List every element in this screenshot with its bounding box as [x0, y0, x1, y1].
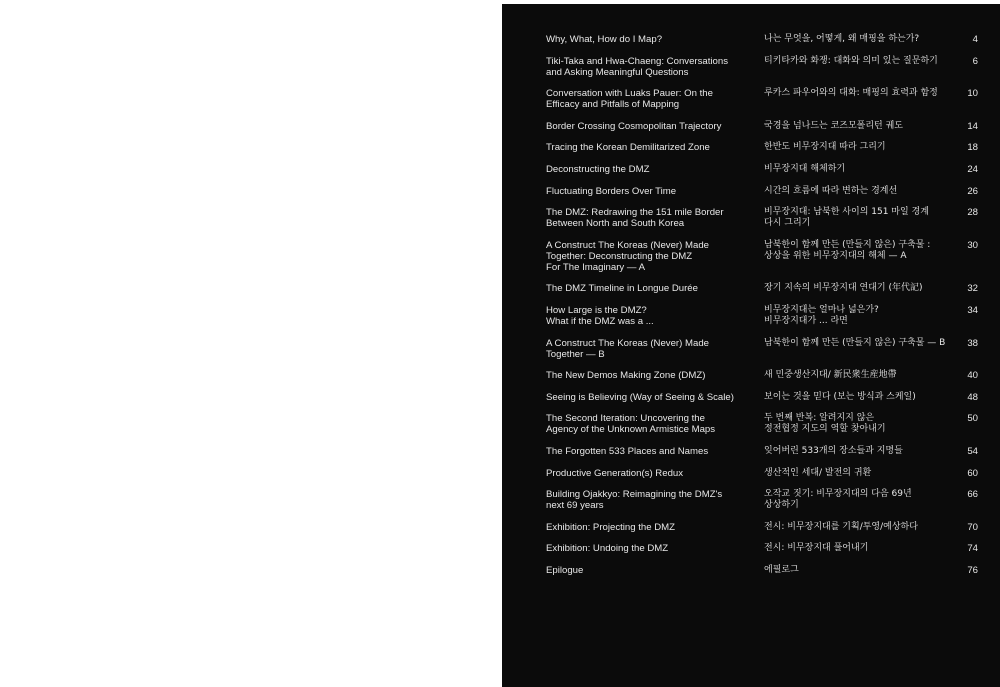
toc-entry [546, 56, 978, 78]
toc-page-number: 38 [967, 337, 978, 349]
toc-title-english: The DMZ Timeline in Longue Durée [546, 283, 698, 295]
toc-page-number: 60 [967, 467, 978, 479]
toc-page-number: 6 [972, 55, 978, 67]
toc-title-korean: 장기 지속의 비무장지대 연대기 (年代記) [764, 283, 923, 294]
contents-page [502, 4, 1000, 687]
toc-page-number: 48 [967, 391, 978, 403]
toc-entry [546, 522, 978, 533]
toc-title-english: Fluctuating Borders Over Time [546, 185, 677, 197]
toc-title-english: A Construct The Koreas (Never) Made Together: Deconstructing the DMZ For The Imaginary — A [546, 239, 709, 273]
toc-entry [546, 186, 978, 197]
toc-title-korean: 시간의 흐름에 따라 변하는 경계선 [764, 185, 898, 196]
toc-title-korean: 나는 무엇을, 어떻게, 왜 매핑을 하는가? [764, 34, 920, 44]
toc-title-english: Building Ojakkyo: Reimagining the DMZ's next 69 years [546, 489, 723, 512]
toc-entry [546, 338, 978, 360]
toc-entry [546, 240, 978, 273]
toc-page-number: 26 [967, 185, 978, 197]
toc-title-korean: 보이는 것을 믿다 (보는 방식과 스케일) [764, 391, 916, 402]
toc-title-korean: 남북한이 함께 만든 (만들지 않은) 구축물 : 상상을 위한 비무장지대의 해체 — A [764, 239, 931, 261]
toc-page-number: 10 [967, 88, 978, 100]
toc-entry [546, 305, 978, 327]
toc-title-korean: 티키타카와 화쟁: 대화와 의미 있는 질문하기 [764, 55, 938, 66]
toc-title-korean: 전시: 비무장지대 풀어내기 [764, 543, 869, 554]
toc-page-number: 34 [967, 304, 978, 316]
toc-title-korean: 생산적인 세대/ 발전의 귀환 [764, 467, 872, 478]
toc-entry [546, 489, 978, 511]
toc-page-number: 40 [967, 370, 978, 382]
toc-title-english: Seeing is Believing (Way of Seeing & Scale) [546, 391, 734, 403]
toc-title-english: The Forgotten 533 Places and Names [546, 445, 709, 457]
toc-entry [546, 565, 978, 576]
toc-title-korean: 국경을 넘나드는 코즈모폴리턴 궤도 [764, 120, 903, 131]
toc-page-number: 50 [967, 413, 978, 425]
toc-title-korean: 전시: 비무장지대를 기획/투영/예상하다 [764, 521, 918, 532]
toc-entry [546, 88, 978, 110]
toc-page-number: 4 [972, 34, 978, 45]
toc-title-english: Exhibition: Undoing the DMZ [546, 543, 669, 555]
table-of-contents [546, 34, 978, 586]
toc-entry [546, 543, 978, 554]
toc-title-korean: 에필로그 [764, 564, 799, 575]
toc-page-number: 30 [967, 239, 978, 251]
toc-title-english: The Second Iteration: Uncovering the Agency of the Unknown Armistice Maps [546, 413, 716, 436]
toc-title-english: Tracing the Korean Demilitarized Zone [546, 142, 710, 154]
toc-title-korean: 오작교 짓기: 비무장지대의 다음 69년 상상하기 [764, 489, 912, 511]
toc-entry [546, 392, 978, 403]
toc-page-number: 32 [967, 283, 978, 295]
toc-entry [546, 370, 978, 381]
toc-title-korean: 두 번째 반복: 알려지지 않은 정전협정 지도의 역할 찾아내기 [764, 413, 886, 435]
toc-entry [546, 283, 978, 294]
toc-page-number: 54 [967, 445, 978, 457]
toc-page-number: 18 [967, 142, 978, 154]
toc-page-number: 70 [967, 521, 978, 533]
toc-title-english: Exhibition: Projecting the DMZ [546, 521, 676, 533]
toc-page-number: 76 [967, 564, 978, 576]
toc-entry [546, 121, 978, 132]
toc-title-korean: 잊어버린 533개의 장소들과 지명들 [764, 445, 903, 456]
toc-title-english: A Construct The Koreas (Never) Made Together — B [546, 337, 709, 360]
toc-title-korean: 비무장지대는 얼마나 넓은가? 비무장지대가 ... 라면 [764, 304, 879, 326]
toc-title-korean: 남북한이 함께 만든 (만들지 않은) 구축물 — B [764, 337, 946, 348]
toc-page-number: 66 [967, 489, 978, 501]
toc-title-korean: 비무장지대: 남북한 사이의 151 마일 경계 다시 그리기 [764, 207, 929, 229]
toc-entry [546, 413, 978, 435]
toc-title-english: Epilogue [546, 564, 584, 576]
toc-title-korean: 새 민중생산지대/ 新民衆生産地帶 [764, 370, 897, 381]
toc-title-english: Tiki-Taka and Hwa-Chaeng: Conversations and Asking Meaningful Questions [546, 55, 729, 78]
toc-page-number: 28 [967, 207, 978, 219]
toc-entry [546, 142, 978, 153]
toc-title-english: Conversation with Luaks Pauer: On the Efficacy and Pitfalls of Mapping [546, 88, 713, 111]
toc-title-korean: 루카스 파우어와의 대화: 매핑의 효력과 함정 [764, 88, 938, 99]
toc-entry [546, 446, 978, 457]
toc-page-number: 14 [967, 120, 978, 132]
toc-title-korean: 한반도 비무장지대 따라 그리기 [764, 142, 886, 153]
toc-title-english: Border Crossing Cosmopolitan Trajectory [546, 120, 722, 132]
toc-entry [546, 207, 978, 229]
toc-entry [546, 34, 978, 45]
toc-entry [546, 164, 978, 175]
toc-entry [546, 468, 978, 479]
toc-page-number: 24 [967, 163, 978, 175]
toc-title-korean: 비무장지대 해체하기 [764, 163, 846, 174]
toc-title-english: Deconstructing the DMZ [546, 163, 650, 175]
toc-title-english: The New Demos Making Zone (DMZ) [546, 370, 706, 382]
toc-title-english: How Large is the DMZ? What if the DMZ was a ... [546, 304, 654, 327]
toc-page-number: 74 [967, 543, 978, 555]
toc-title-english: The DMZ: Redrawing the 151 mile Border Between North and South Korea [546, 207, 724, 230]
toc-title-english: Why, What, How do I Map? [546, 34, 663, 45]
toc-title-english: Productive Generation(s) Redux [546, 467, 684, 479]
